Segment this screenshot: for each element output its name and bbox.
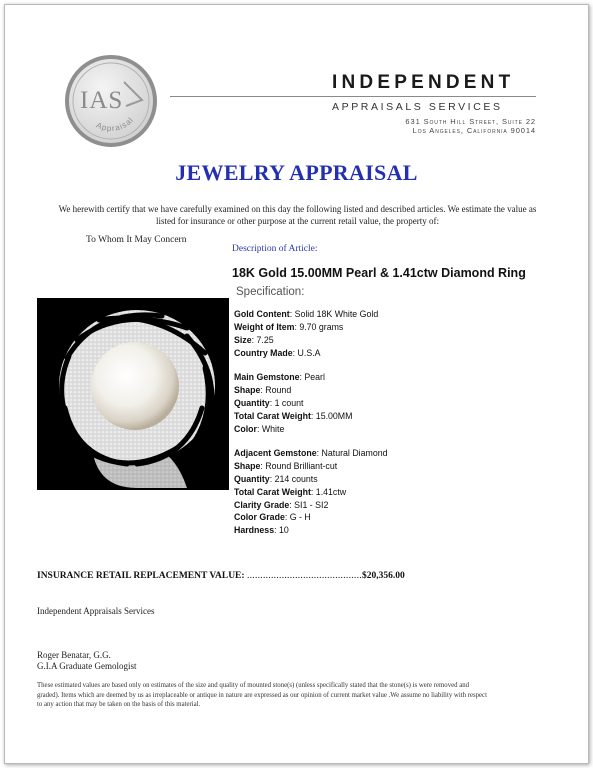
document-title: JEWELRY APPRAISAL <box>175 160 418 185</box>
disclaimer: These estimated values are based only on estimates of the size and quality of mounted stone(s) (unless specifically stated that the stone(s) is were removed and graded). Items which are deemed by us as irreplaceable or antique in nature are expressed as our opinion of current market value .We assume no liability with respect to any action that may be taken on the basis of this material. <box>37 682 487 709</box>
ring-photo <box>37 298 229 490</box>
spec-row: Weight of Item: 9.70 grams <box>234 321 344 332</box>
header-rule <box>170 96 536 97</box>
spec-row: Shape: Round <box>234 384 292 395</box>
company-subtitle: APPRAISALS SERVICES <box>332 101 503 113</box>
main-gemstone-specs <box>234 371 388 435</box>
replacement-value-amount: $20,356.00 <box>361 571 405 581</box>
owner-name: To Whom It May Concern <box>86 235 187 245</box>
spec-row: Color Grade: G - H <box>234 512 311 523</box>
logo-arc-text: Appraisal <box>94 115 136 134</box>
spec-row: Color: White <box>234 423 285 434</box>
spec-row: Total Carat Weight: 1.41ctw <box>234 486 347 497</box>
spec-row: Hardness: 10 <box>234 525 289 536</box>
leader-dots: ........................................... <box>246 571 362 581</box>
specifications <box>234 308 388 549</box>
description-label: Description of Article: <box>232 244 318 254</box>
address-line-1: 631 South Hill Street, Suite 22 <box>405 117 536 126</box>
spec-row: Adjacent Gemstone: Natural Diamond <box>234 448 388 459</box>
address-line-2: Los Angeles, California 90014 <box>412 126 536 135</box>
replacement-value-label: INSURANCE RETAIL REPLACEMENT VALUE: <box>37 571 245 581</box>
signer-name: Roger Benatar, G.G. <box>37 650 111 660</box>
specification-label: Specification: <box>236 286 305 298</box>
footer-company: Independent Appraisals Services <box>37 606 155 616</box>
ias-logo <box>64 54 158 148</box>
logo-monogram: IAS <box>80 87 124 114</box>
signer-title: G.I.A Graduate Gemologist <box>37 661 137 671</box>
certification-text: We herewith certify that we have carefully examined on this day the following listed and described articles. We estimate the value as listed for insurance or other purpose at the current retail value, the property of: <box>58 204 537 226</box>
spec-row: Total Carat Weight: 15.00MM <box>234 410 353 421</box>
adjacent-gemstone-specs <box>234 447 388 537</box>
metal-specs <box>234 308 388 360</box>
company-name: INDEPENDENT <box>332 72 515 93</box>
spec-row: Country Made: U.S.A <box>234 347 321 358</box>
spec-row: Clarity Grade: SI1 - SI2 <box>234 499 329 510</box>
spec-row: Quantity: 214 counts <box>234 473 318 484</box>
spec-row: Shape: Round Brilliant-cut <box>234 460 338 471</box>
spec-row: Gold Content: Solid 18K White Gold <box>234 309 379 319</box>
spec-row: Quantity: 1 count <box>234 397 304 408</box>
item-title: 18K Gold 15.00MM Pearl & 1.41ctw Diamond Ring <box>232 266 526 280</box>
replacement-value-row <box>37 571 405 581</box>
spec-row: Size: 7.25 <box>234 334 274 345</box>
spec-row: Main Gemstone: Pearl <box>234 372 325 383</box>
